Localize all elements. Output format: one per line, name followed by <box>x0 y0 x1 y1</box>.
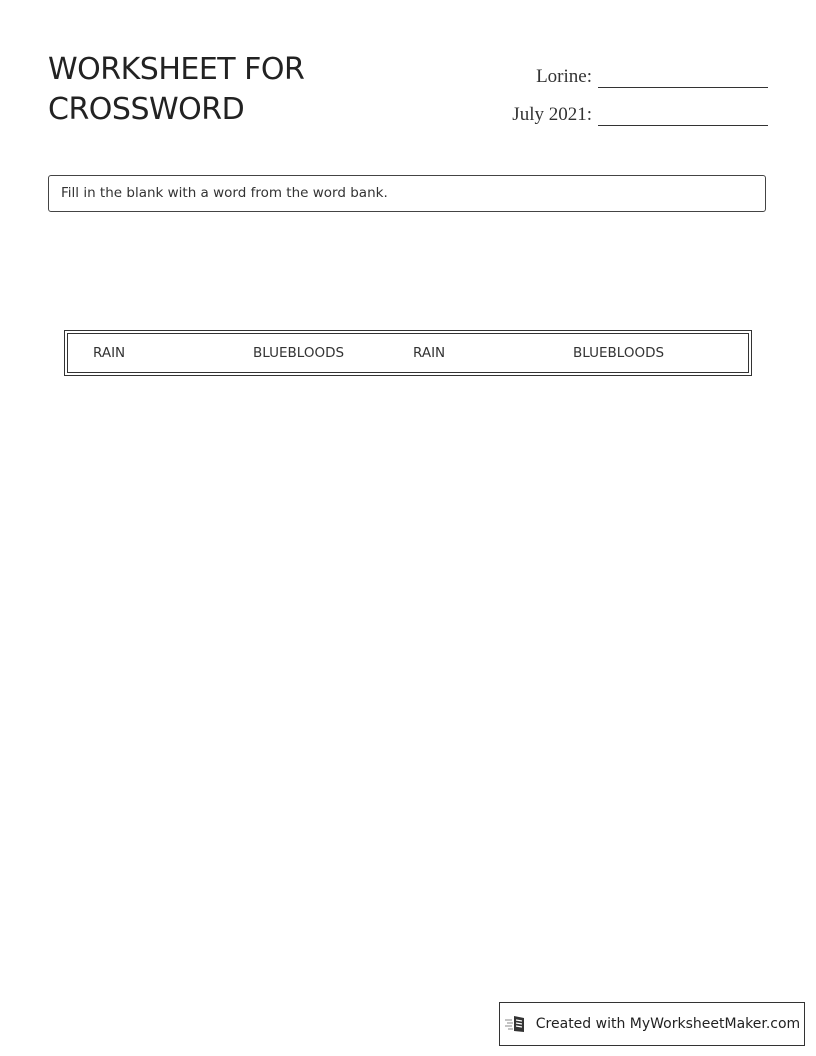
word-bank-item: BLUEBLOODS <box>573 345 665 361</box>
name-field-line[interactable] <box>598 65 768 88</box>
instructions-box <box>48 175 766 212</box>
page-title <box>48 50 304 130</box>
name-field-row <box>468 50 768 88</box>
date-field-line[interactable] <box>598 103 768 126</box>
header-fields <box>468 50 768 126</box>
instructions-text: Fill in the blank with a word from the word bank. <box>61 185 388 201</box>
title-line-2: CROSSWORD <box>48 92 245 127</box>
title-line-1: WORKSHEET FOR <box>48 52 305 87</box>
footer-credit[interactable] <box>499 1002 805 1046</box>
date-field-row <box>468 88 768 126</box>
name-field-label: Lorine: <box>536 66 592 87</box>
date-field-label: July 2021: <box>512 104 592 125</box>
word-bank-item: RAIN <box>413 345 446 361</box>
worksheet-maker-logo-icon <box>504 1014 530 1034</box>
word-bank-item: RAIN <box>93 345 126 361</box>
footer-text: Created with MyWorksheetMaker.com <box>535 1016 801 1032</box>
word-bank <box>64 330 752 376</box>
word-bank-item: BLUEBLOODS <box>253 345 345 361</box>
